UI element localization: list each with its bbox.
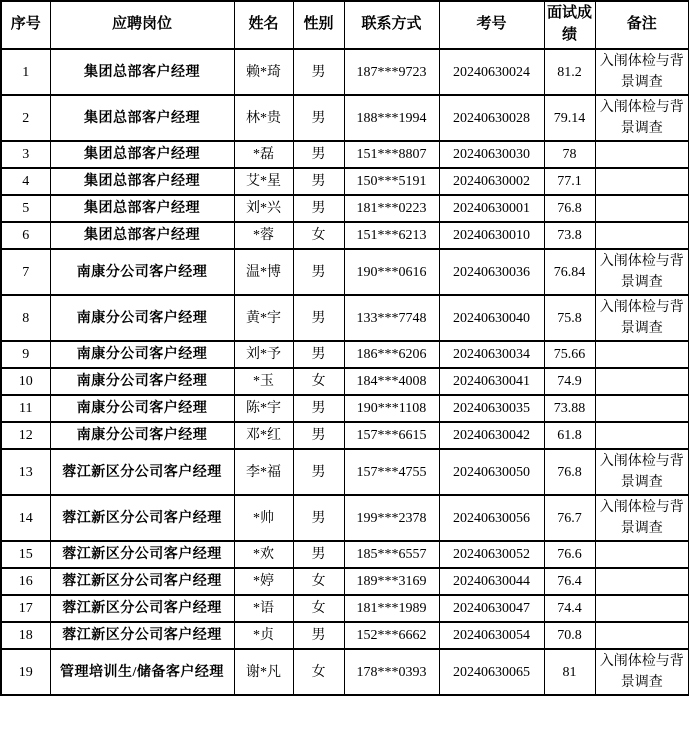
cell-position: 集团总部客户经理 (50, 95, 234, 141)
cell-contact: 151***6213 (344, 222, 439, 249)
cell-index: 3 (1, 141, 50, 168)
table-row (1, 622, 689, 649)
cell-exam_number: 20240630050 (439, 449, 544, 495)
cell-gender: 男 (293, 622, 344, 649)
cell-score: 76.6 (544, 541, 595, 568)
column-header-exam-number: 考号 (439, 1, 544, 49)
cell-name: *磊 (234, 141, 293, 168)
table-row (1, 168, 689, 195)
table-row (1, 495, 689, 541)
cell-contact: 150***5191 (344, 168, 439, 195)
cell-contact: 185***6557 (344, 541, 439, 568)
cell-gender: 男 (293, 495, 344, 541)
cell-position: 南康分公司客户经理 (50, 249, 234, 295)
column-header-remark: 备注 (595, 1, 689, 49)
cell-remark (595, 341, 689, 368)
cell-position: 集团总部客户经理 (50, 49, 234, 95)
column-header-name: 姓名 (234, 1, 293, 49)
cell-position: 集团总部客户经理 (50, 195, 234, 222)
cell-exam_number: 20240630052 (439, 541, 544, 568)
cell-exam_number: 20240630035 (439, 395, 544, 422)
cell-position: 蓉江新区分公司客户经理 (50, 595, 234, 622)
cell-exam_number: 20240630002 (439, 168, 544, 195)
table-row (1, 295, 689, 341)
cell-index: 11 (1, 395, 50, 422)
cell-exam_number: 20240630034 (439, 341, 544, 368)
cell-gender: 男 (293, 141, 344, 168)
cell-name: *帅 (234, 495, 293, 541)
cell-exam_number: 20240630056 (439, 495, 544, 541)
cell-exam_number: 20240630001 (439, 195, 544, 222)
cell-score: 75.8 (544, 295, 595, 341)
cell-remark (595, 395, 689, 422)
cell-contact: 151***8807 (344, 141, 439, 168)
table-row (1, 422, 689, 449)
cell-exam_number: 20240630040 (439, 295, 544, 341)
cell-score: 76.84 (544, 249, 595, 295)
table-body (1, 49, 689, 695)
cell-score: 73.88 (544, 395, 595, 422)
cell-contact: 199***2378 (344, 495, 439, 541)
table-row (1, 95, 689, 141)
cell-index: 16 (1, 568, 50, 595)
cell-position: 管理培训生/储备客户经理 (50, 649, 234, 695)
cell-remark: 入闱体检与背景调查 (595, 449, 689, 495)
cell-score: 73.8 (544, 222, 595, 249)
cell-name: 黄*宇 (234, 295, 293, 341)
cell-index: 18 (1, 622, 50, 649)
table-row (1, 341, 689, 368)
table-row (1, 141, 689, 168)
table-header (1, 1, 689, 49)
cell-gender: 女 (293, 222, 344, 249)
cell-contact: 187***9723 (344, 49, 439, 95)
cell-gender: 女 (293, 649, 344, 695)
cell-position: 南康分公司客户经理 (50, 368, 234, 395)
cell-contact: 186***6206 (344, 341, 439, 368)
cell-gender: 男 (293, 49, 344, 95)
cell-exam_number: 20240630028 (439, 95, 544, 141)
table-row (1, 195, 689, 222)
table-row (1, 541, 689, 568)
cell-index: 10 (1, 368, 50, 395)
cell-position: 集团总部客户经理 (50, 141, 234, 168)
cell-contact: 189***3169 (344, 568, 439, 595)
cell-position: 南康分公司客户经理 (50, 295, 234, 341)
cell-score: 76.8 (544, 195, 595, 222)
column-header-score: 面试成绩 (544, 1, 595, 49)
cell-exam_number: 20240630036 (439, 249, 544, 295)
cell-remark (595, 368, 689, 395)
column-header-contact: 联系方式 (344, 1, 439, 49)
cell-position: 蓉江新区分公司客户经理 (50, 449, 234, 495)
cell-name: *玉 (234, 368, 293, 395)
table-row (1, 49, 689, 95)
cell-index: 5 (1, 195, 50, 222)
cell-score: 74.4 (544, 595, 595, 622)
column-header-gender: 性别 (293, 1, 344, 49)
cell-exam_number: 20240630065 (439, 649, 544, 695)
cell-name: 邓*红 (234, 422, 293, 449)
cell-name: *贞 (234, 622, 293, 649)
cell-index: 17 (1, 595, 50, 622)
table-row (1, 449, 689, 495)
cell-exam_number: 20240630042 (439, 422, 544, 449)
cell-position: 蓉江新区分公司客户经理 (50, 568, 234, 595)
cell-name: 刘*兴 (234, 195, 293, 222)
table-row (1, 222, 689, 249)
cell-contact: 188***1994 (344, 95, 439, 141)
cell-gender: 男 (293, 395, 344, 422)
cell-contact: 184***4008 (344, 368, 439, 395)
cell-remark: 入闱体检与背景调查 (595, 495, 689, 541)
column-header-position: 应聘岗位 (50, 1, 234, 49)
cell-remark (595, 622, 689, 649)
cell-gender: 男 (293, 341, 344, 368)
cell-gender: 男 (293, 422, 344, 449)
cell-index: 8 (1, 295, 50, 341)
cell-remark: 入闱体检与背景调查 (595, 95, 689, 141)
cell-name: *婷 (234, 568, 293, 595)
header-row (1, 1, 689, 49)
cell-index: 2 (1, 95, 50, 141)
cell-position: 蓉江新区分公司客户经理 (50, 541, 234, 568)
cell-name: 刘*予 (234, 341, 293, 368)
cell-name: 赖*琦 (234, 49, 293, 95)
cell-score: 76.8 (544, 449, 595, 495)
cell-index: 19 (1, 649, 50, 695)
cell-contact: 178***0393 (344, 649, 439, 695)
cell-score: 76.4 (544, 568, 595, 595)
cell-name: 陈*宇 (234, 395, 293, 422)
cell-gender: 男 (293, 249, 344, 295)
cell-contact: 181***0223 (344, 195, 439, 222)
cell-position: 集团总部客户经理 (50, 222, 234, 249)
cell-score: 61.8 (544, 422, 595, 449)
cell-score: 79.14 (544, 95, 595, 141)
cell-remark (595, 568, 689, 595)
cell-score: 70.8 (544, 622, 595, 649)
cell-contact: 152***6662 (344, 622, 439, 649)
cell-name: 谢*凡 (234, 649, 293, 695)
cell-exam_number: 20240630047 (439, 595, 544, 622)
cell-gender: 女 (293, 368, 344, 395)
cell-contact: 157***4755 (344, 449, 439, 495)
cell-remark (595, 168, 689, 195)
cell-gender: 男 (293, 195, 344, 222)
cell-exam_number: 20240630024 (439, 49, 544, 95)
cell-gender: 女 (293, 595, 344, 622)
table-row (1, 249, 689, 295)
column-header-index: 序号 (1, 1, 50, 49)
cell-exam_number: 20240630010 (439, 222, 544, 249)
cell-contact: 133***7748 (344, 295, 439, 341)
cell-remark: 入闱体检与背景调查 (595, 649, 689, 695)
table-row (1, 649, 689, 695)
cell-name: *语 (234, 595, 293, 622)
cell-position: 南康分公司客户经理 (50, 395, 234, 422)
cell-name: 林*贵 (234, 95, 293, 141)
table-row (1, 568, 689, 595)
cell-score: 78 (544, 141, 595, 168)
cell-name: 温*博 (234, 249, 293, 295)
cell-contact: 157***6615 (344, 422, 439, 449)
cell-exam_number: 20240630041 (439, 368, 544, 395)
cell-exam_number: 20240630030 (439, 141, 544, 168)
cell-position: 南康分公司客户经理 (50, 341, 234, 368)
cell-index: 1 (1, 49, 50, 95)
cell-position: 集团总部客户经理 (50, 168, 234, 195)
cell-contact: 190***0616 (344, 249, 439, 295)
cell-gender: 女 (293, 568, 344, 595)
cell-exam_number: 20240630044 (439, 568, 544, 595)
cell-index: 13 (1, 449, 50, 495)
cell-index: 14 (1, 495, 50, 541)
cell-position: 南康分公司客户经理 (50, 422, 234, 449)
cell-index: 15 (1, 541, 50, 568)
cell-contact: 181***1989 (344, 595, 439, 622)
table-row (1, 368, 689, 395)
cell-gender: 男 (293, 95, 344, 141)
cell-index: 6 (1, 222, 50, 249)
cell-remark (595, 595, 689, 622)
cell-score: 74.9 (544, 368, 595, 395)
cell-remark (595, 541, 689, 568)
cell-score: 81 (544, 649, 595, 695)
cell-score: 76.7 (544, 495, 595, 541)
cell-score: 81.2 (544, 49, 595, 95)
cell-remark (595, 195, 689, 222)
cell-exam_number: 20240630054 (439, 622, 544, 649)
cell-position: 蓉江新区分公司客户经理 (50, 495, 234, 541)
cell-score: 75.66 (544, 341, 595, 368)
cell-remark (595, 422, 689, 449)
cell-index: 12 (1, 422, 50, 449)
cell-remark: 入闱体检与背景调查 (595, 49, 689, 95)
cell-remark (595, 141, 689, 168)
cell-gender: 男 (293, 449, 344, 495)
table-row (1, 395, 689, 422)
cell-position: 蓉江新区分公司客户经理 (50, 622, 234, 649)
cell-name: *欢 (234, 541, 293, 568)
cell-gender: 男 (293, 541, 344, 568)
cell-name: *蓉 (234, 222, 293, 249)
cell-index: 9 (1, 341, 50, 368)
cell-name: 李*福 (234, 449, 293, 495)
cell-index: 7 (1, 249, 50, 295)
cell-remark: 入闱体检与背景调查 (595, 249, 689, 295)
cell-gender: 男 (293, 168, 344, 195)
cell-remark (595, 222, 689, 249)
cell-remark: 入闱体检与背景调查 (595, 295, 689, 341)
table-row (1, 595, 689, 622)
cell-score: 77.1 (544, 168, 595, 195)
cell-contact: 190***1108 (344, 395, 439, 422)
cell-gender: 男 (293, 295, 344, 341)
cell-name: 艾*星 (234, 168, 293, 195)
cell-index: 4 (1, 168, 50, 195)
